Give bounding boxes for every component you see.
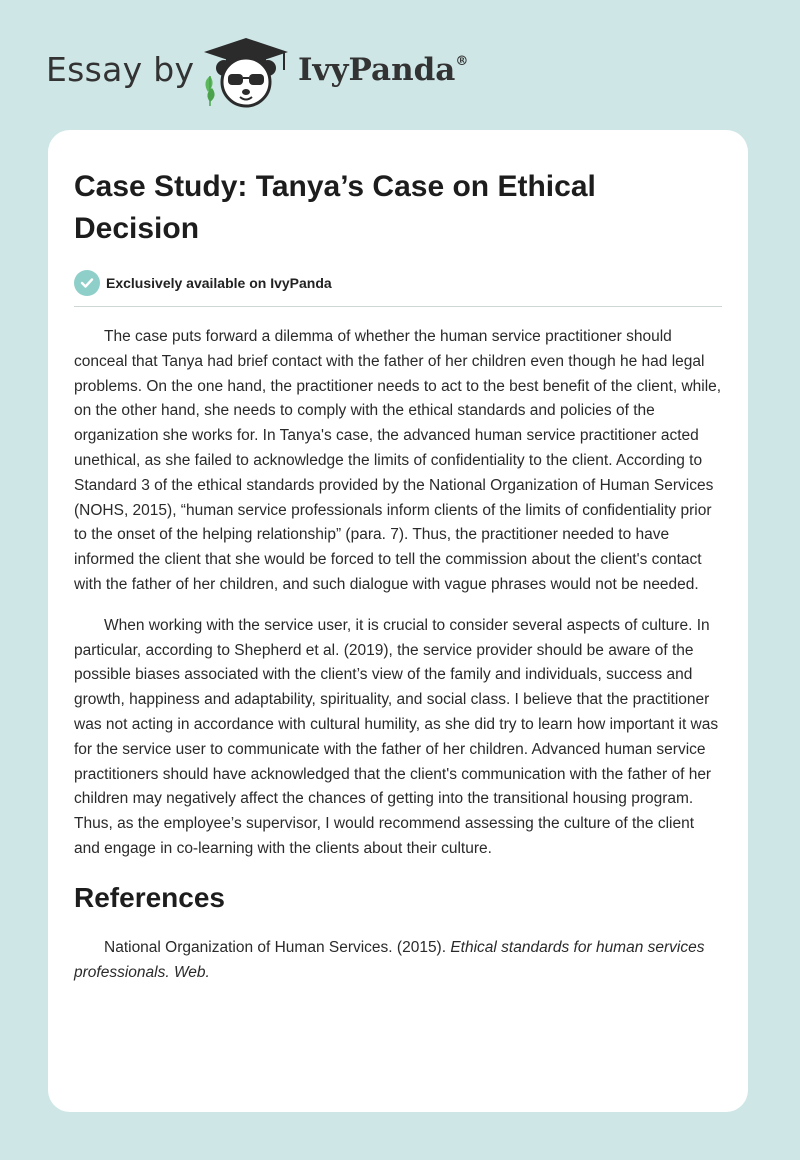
references-heading: References <box>74 881 225 913</box>
exclusive-badge <box>74 270 722 296</box>
reference-author: National Organization of Human Services. (2015). <box>104 938 451 956</box>
essay-by-label: Essay by <box>46 50 195 89</box>
essay-body <box>74 325 722 862</box>
check-icon <box>74 270 100 296</box>
reference-title: Ethical standards for human services professionals. Web. <box>74 938 705 981</box>
divider <box>74 306 722 307</box>
page-title: Case Study: Tanya’s Case on Ethical Decision <box>74 170 596 245</box>
paragraph: The case puts forward a dilemma of whether the human service practitioner should conceal that Tanya had brief contact with the father of her children even though he had legal problems. On the one hand, the practitioner needs to act to the best benefit of the client, while, on the other hand, she needs to comply with the ethical standards and policies of the organization she works for. In Tanya's case, the advanced human service practitioner acted unethical, as she failed to acknowledge the limits of confidentiality to the client. According to Standard 3 of the ethical standards provided by the National Organization of Human Services (NOHS, 2015), “human service professionals inform clients of the limits of confidentiality prior to the onset of the helping relationship” (para. 7). Thus, the practitioner needed to have informed the client that she would be forced to tell the commission about the client's contact with the father of her children, and such dialogue with vague phrases would not be needed. <box>74 328 722 593</box>
essay-card <box>48 130 748 1112</box>
exclusive-label: Exclusively available on IvyPanda <box>106 275 332 291</box>
ivypanda-logo-icon[interactable] <box>200 36 292 108</box>
paragraph: When working with the service user, it is crucial to consider several aspects of culture. In particular, according to Shepherd et al. (2019), the service provider should be aware of the possible biases associated with the client’s view of the family and individuals, success and growth, happiness and adaptability, spirituality, and social class. I believe that the practitioner was not acting in accordance with cultural humility, as she did try to learn how important it was for the service user to communicate with the father of her children. Advanced human service practitioners should have acknowledged that the client's communication with the father of her children may negatively affect the chances of getting into the transitional housing program. Thus, as the employee’s supervisor, I would recommend assessing the culture of the client and engage in co-learning with the clients about their culture. <box>74 616 719 857</box>
ivypanda-wordmark[interactable]: IvyPanda® <box>298 52 469 88</box>
site-header <box>0 0 800 130</box>
reference-item <box>74 936 722 986</box>
